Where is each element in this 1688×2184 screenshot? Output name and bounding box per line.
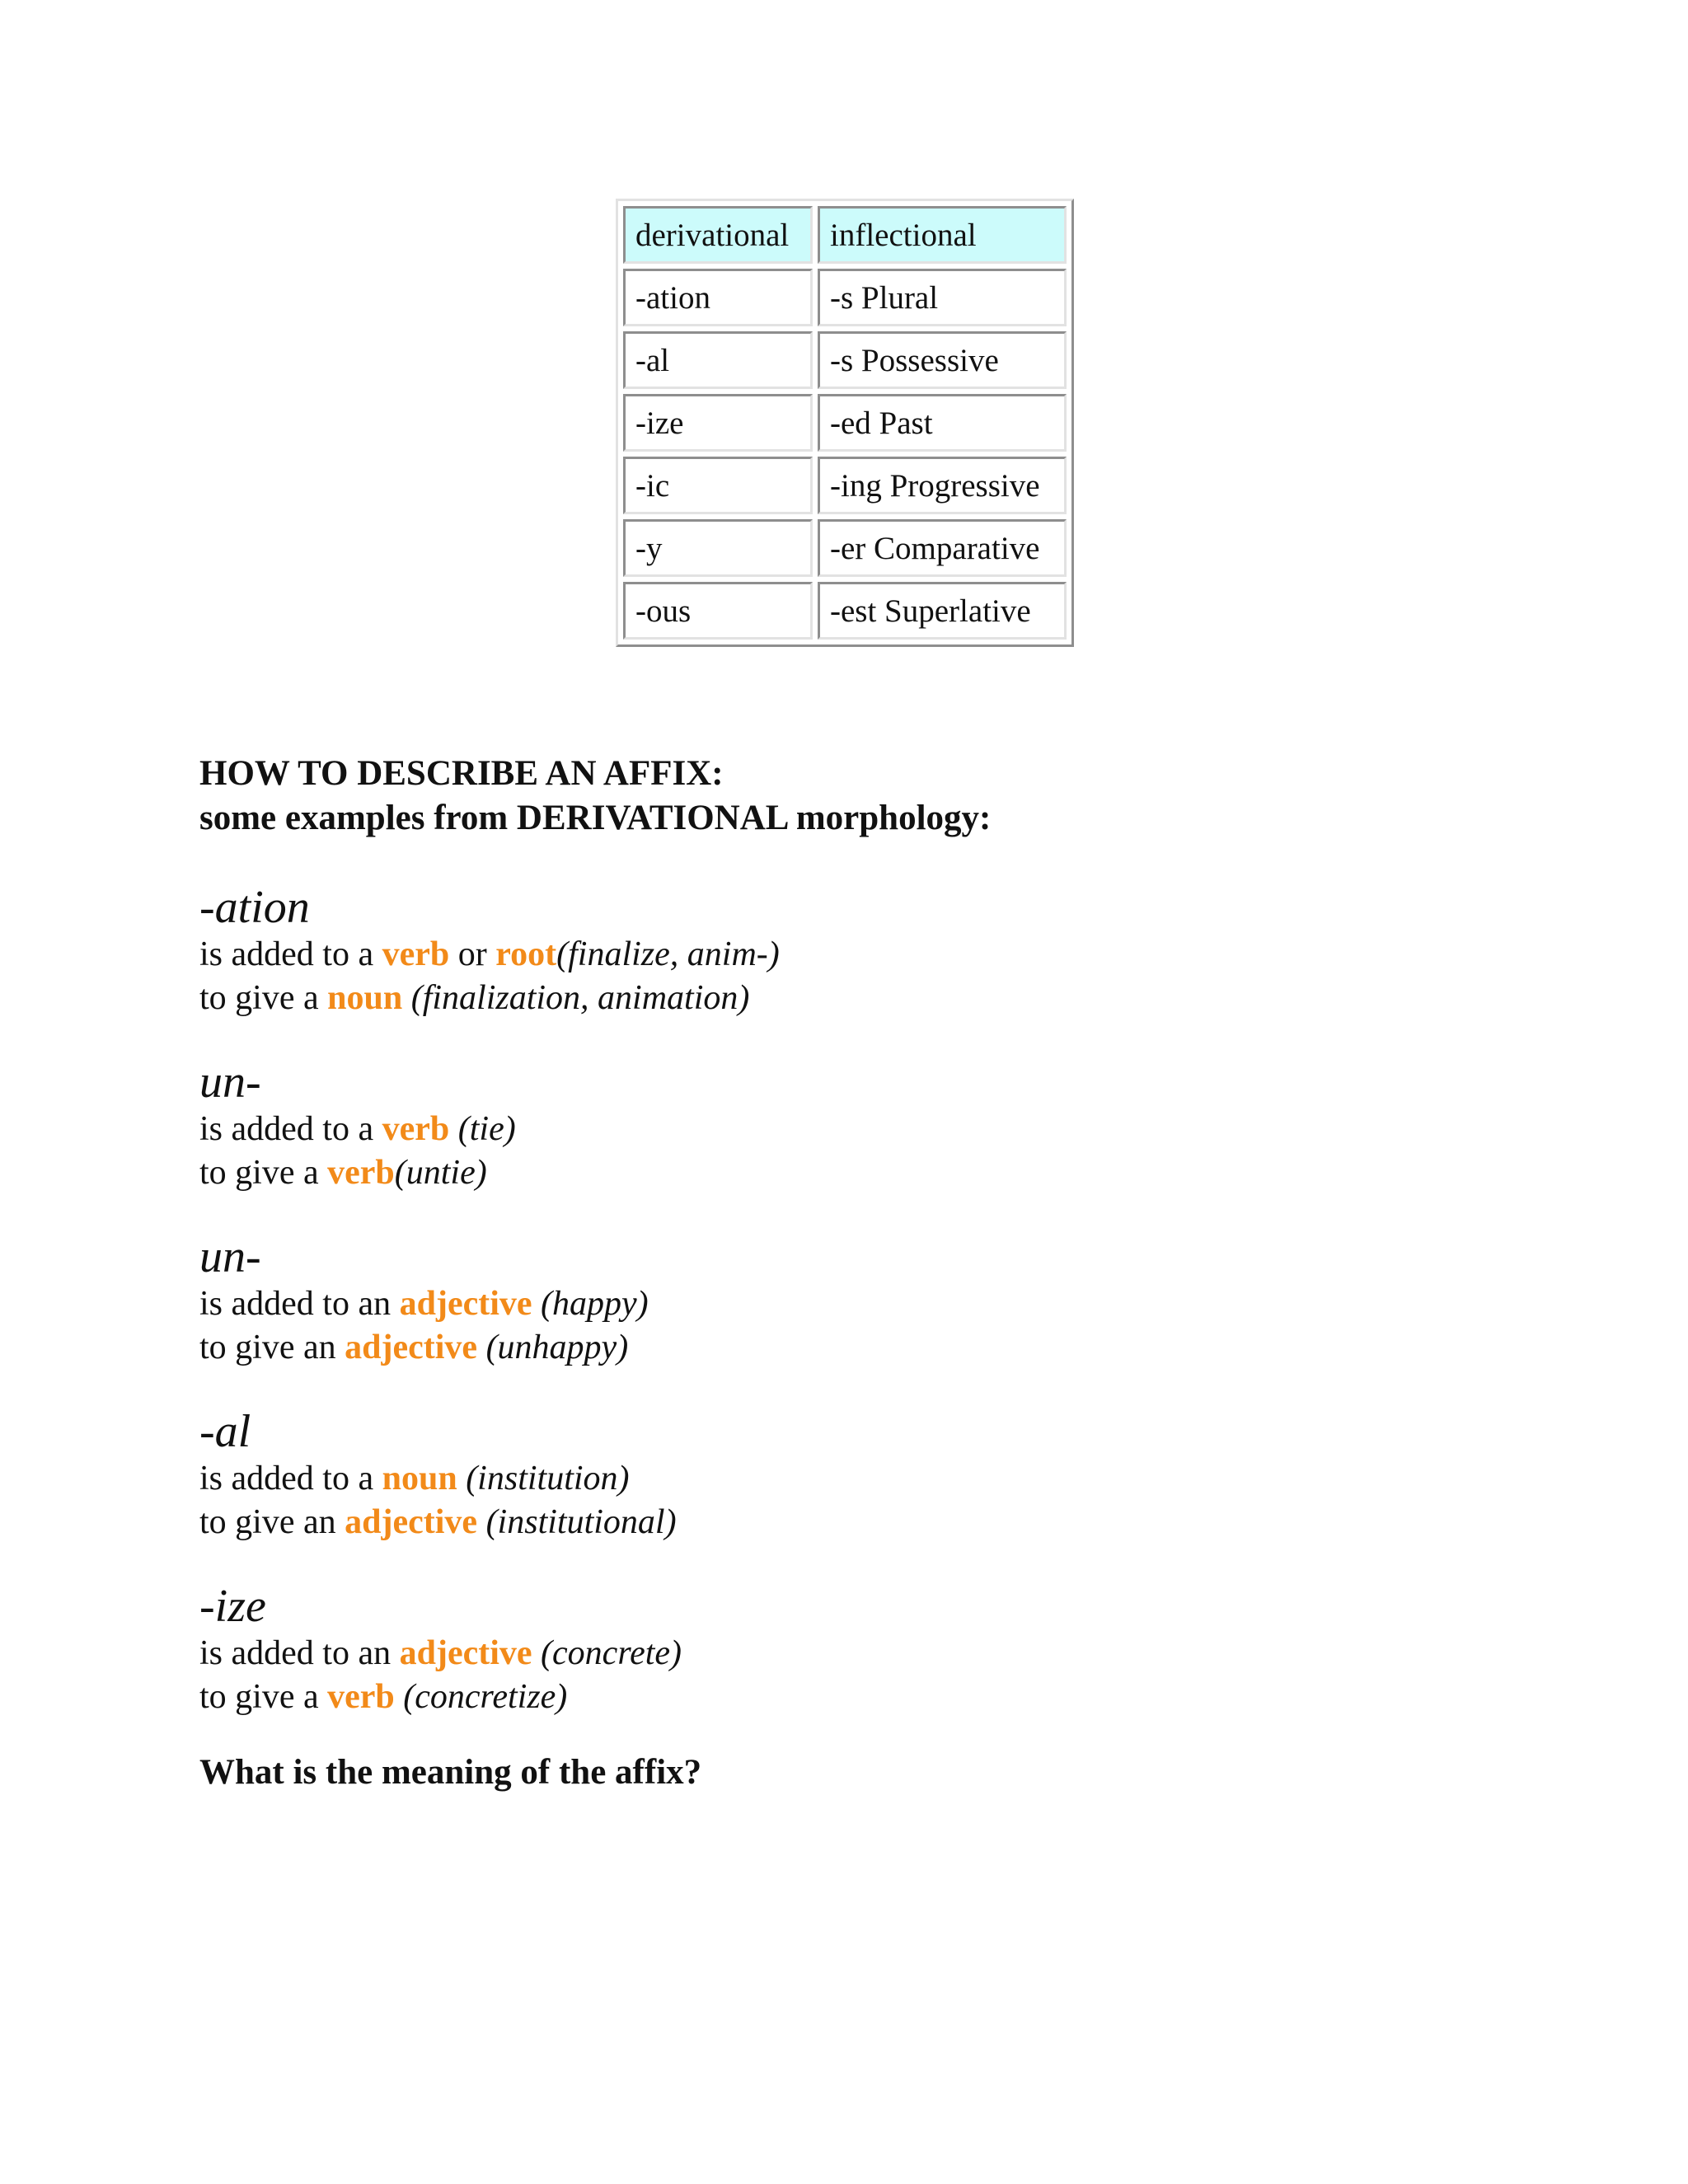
derivational-cell: -ic bbox=[623, 457, 813, 514]
affix-example bbox=[199, 1581, 1518, 1719]
example-words: (finalize, anim-) bbox=[556, 935, 780, 973]
example-words: (concretize) bbox=[403, 1678, 568, 1716]
closing-question: What is the meaning of the affix? bbox=[199, 1753, 702, 1792]
table-row bbox=[623, 394, 1067, 452]
affix-table bbox=[616, 199, 1074, 647]
derivational-cell: -al bbox=[623, 331, 813, 389]
affix-name: un- bbox=[199, 1057, 261, 1108]
example-words: (happy) bbox=[541, 1285, 649, 1323]
result-line bbox=[199, 1675, 1518, 1719]
example-words: (untie) bbox=[394, 1154, 487, 1192]
added-to-line bbox=[199, 1108, 1518, 1151]
table-row bbox=[623, 582, 1067, 640]
table-row bbox=[623, 331, 1067, 389]
keyword: verb bbox=[382, 935, 450, 973]
added-to-line bbox=[199, 1457, 1518, 1501]
header-inflectional: inflectional bbox=[818, 206, 1067, 264]
affix-example bbox=[199, 1231, 1518, 1370]
derivational-cell: -ize bbox=[623, 394, 813, 452]
affix-example bbox=[199, 1406, 1518, 1544]
example-words: (tie) bbox=[457, 1110, 516, 1148]
derivational-cell: -ous bbox=[623, 582, 813, 640]
inflectional-cell: -s Possessive bbox=[818, 331, 1067, 389]
inflectional-cell: -s Plural bbox=[818, 269, 1067, 326]
inflectional-cell: -er Comparative bbox=[818, 519, 1067, 577]
affix-name: -ize bbox=[199, 1581, 266, 1632]
result-line bbox=[199, 1501, 1518, 1544]
keyword: noun bbox=[382, 1460, 457, 1497]
header-derivational: derivational bbox=[623, 206, 813, 264]
section-heading bbox=[199, 752, 1518, 841]
derivational-cell: -y bbox=[623, 519, 813, 577]
line-prefix: to give an bbox=[199, 1329, 336, 1366]
table-row bbox=[623, 457, 1067, 514]
inflectional-cell: -ed Past bbox=[818, 394, 1067, 452]
keyword: adjective bbox=[399, 1285, 532, 1323]
line-prefix: to give a bbox=[199, 1154, 319, 1192]
keyword: verb bbox=[327, 1154, 395, 1192]
keyword: noun bbox=[327, 979, 403, 1017]
result-line bbox=[199, 977, 1518, 1020]
example-words: (concrete) bbox=[541, 1634, 682, 1672]
added-to-line bbox=[199, 1282, 1518, 1326]
affix-name: -al bbox=[199, 1406, 251, 1457]
affix-name: -ation bbox=[199, 882, 310, 933]
affix-example bbox=[199, 1057, 1518, 1195]
line-prefix: is added to a bbox=[199, 1460, 374, 1497]
table-row bbox=[623, 519, 1067, 577]
keyword: adjective bbox=[399, 1634, 532, 1672]
table-row bbox=[623, 269, 1067, 326]
line-prefix: is added to an bbox=[199, 1634, 392, 1672]
result-line bbox=[199, 1151, 1518, 1195]
result-line bbox=[199, 1326, 1518, 1370]
added-to-line bbox=[199, 1632, 1518, 1675]
keyword: verb bbox=[327, 1678, 395, 1716]
affix-name: un- bbox=[199, 1231, 261, 1282]
example-words: (institutional) bbox=[485, 1503, 677, 1541]
inflectional-cell: -est Superlative bbox=[818, 582, 1067, 640]
line-prefix: to give an bbox=[199, 1503, 336, 1541]
line-prefix: is added to a bbox=[199, 1110, 374, 1148]
line-connector: or bbox=[457, 935, 487, 973]
keyword: adjective bbox=[345, 1329, 478, 1366]
heading-line-2: some examples from DERIVATIONAL morphology: bbox=[199, 799, 992, 837]
example-words: (unhappy) bbox=[485, 1329, 629, 1366]
heading-line-1: HOW TO DESCRIBE AN AFFIX: bbox=[199, 754, 724, 793]
added-to-line bbox=[199, 933, 1518, 977]
line-prefix: to give a bbox=[199, 979, 319, 1017]
line-prefix: to give a bbox=[199, 1678, 319, 1716]
line-prefix: is added to a bbox=[199, 935, 374, 973]
main-content bbox=[199, 752, 1518, 1793]
keyword: verb bbox=[382, 1110, 450, 1148]
line-prefix: is added to an bbox=[199, 1285, 392, 1323]
keyword: root bbox=[495, 935, 557, 973]
table-header-row bbox=[623, 206, 1067, 264]
example-words: (finalization, animation) bbox=[410, 979, 750, 1017]
example-words: (institution) bbox=[466, 1460, 630, 1497]
derivational-cell: -ation bbox=[623, 269, 813, 326]
inflectional-cell: -ing Progressive bbox=[818, 457, 1067, 514]
keyword: adjective bbox=[345, 1503, 478, 1541]
affix-example bbox=[199, 882, 1518, 1020]
